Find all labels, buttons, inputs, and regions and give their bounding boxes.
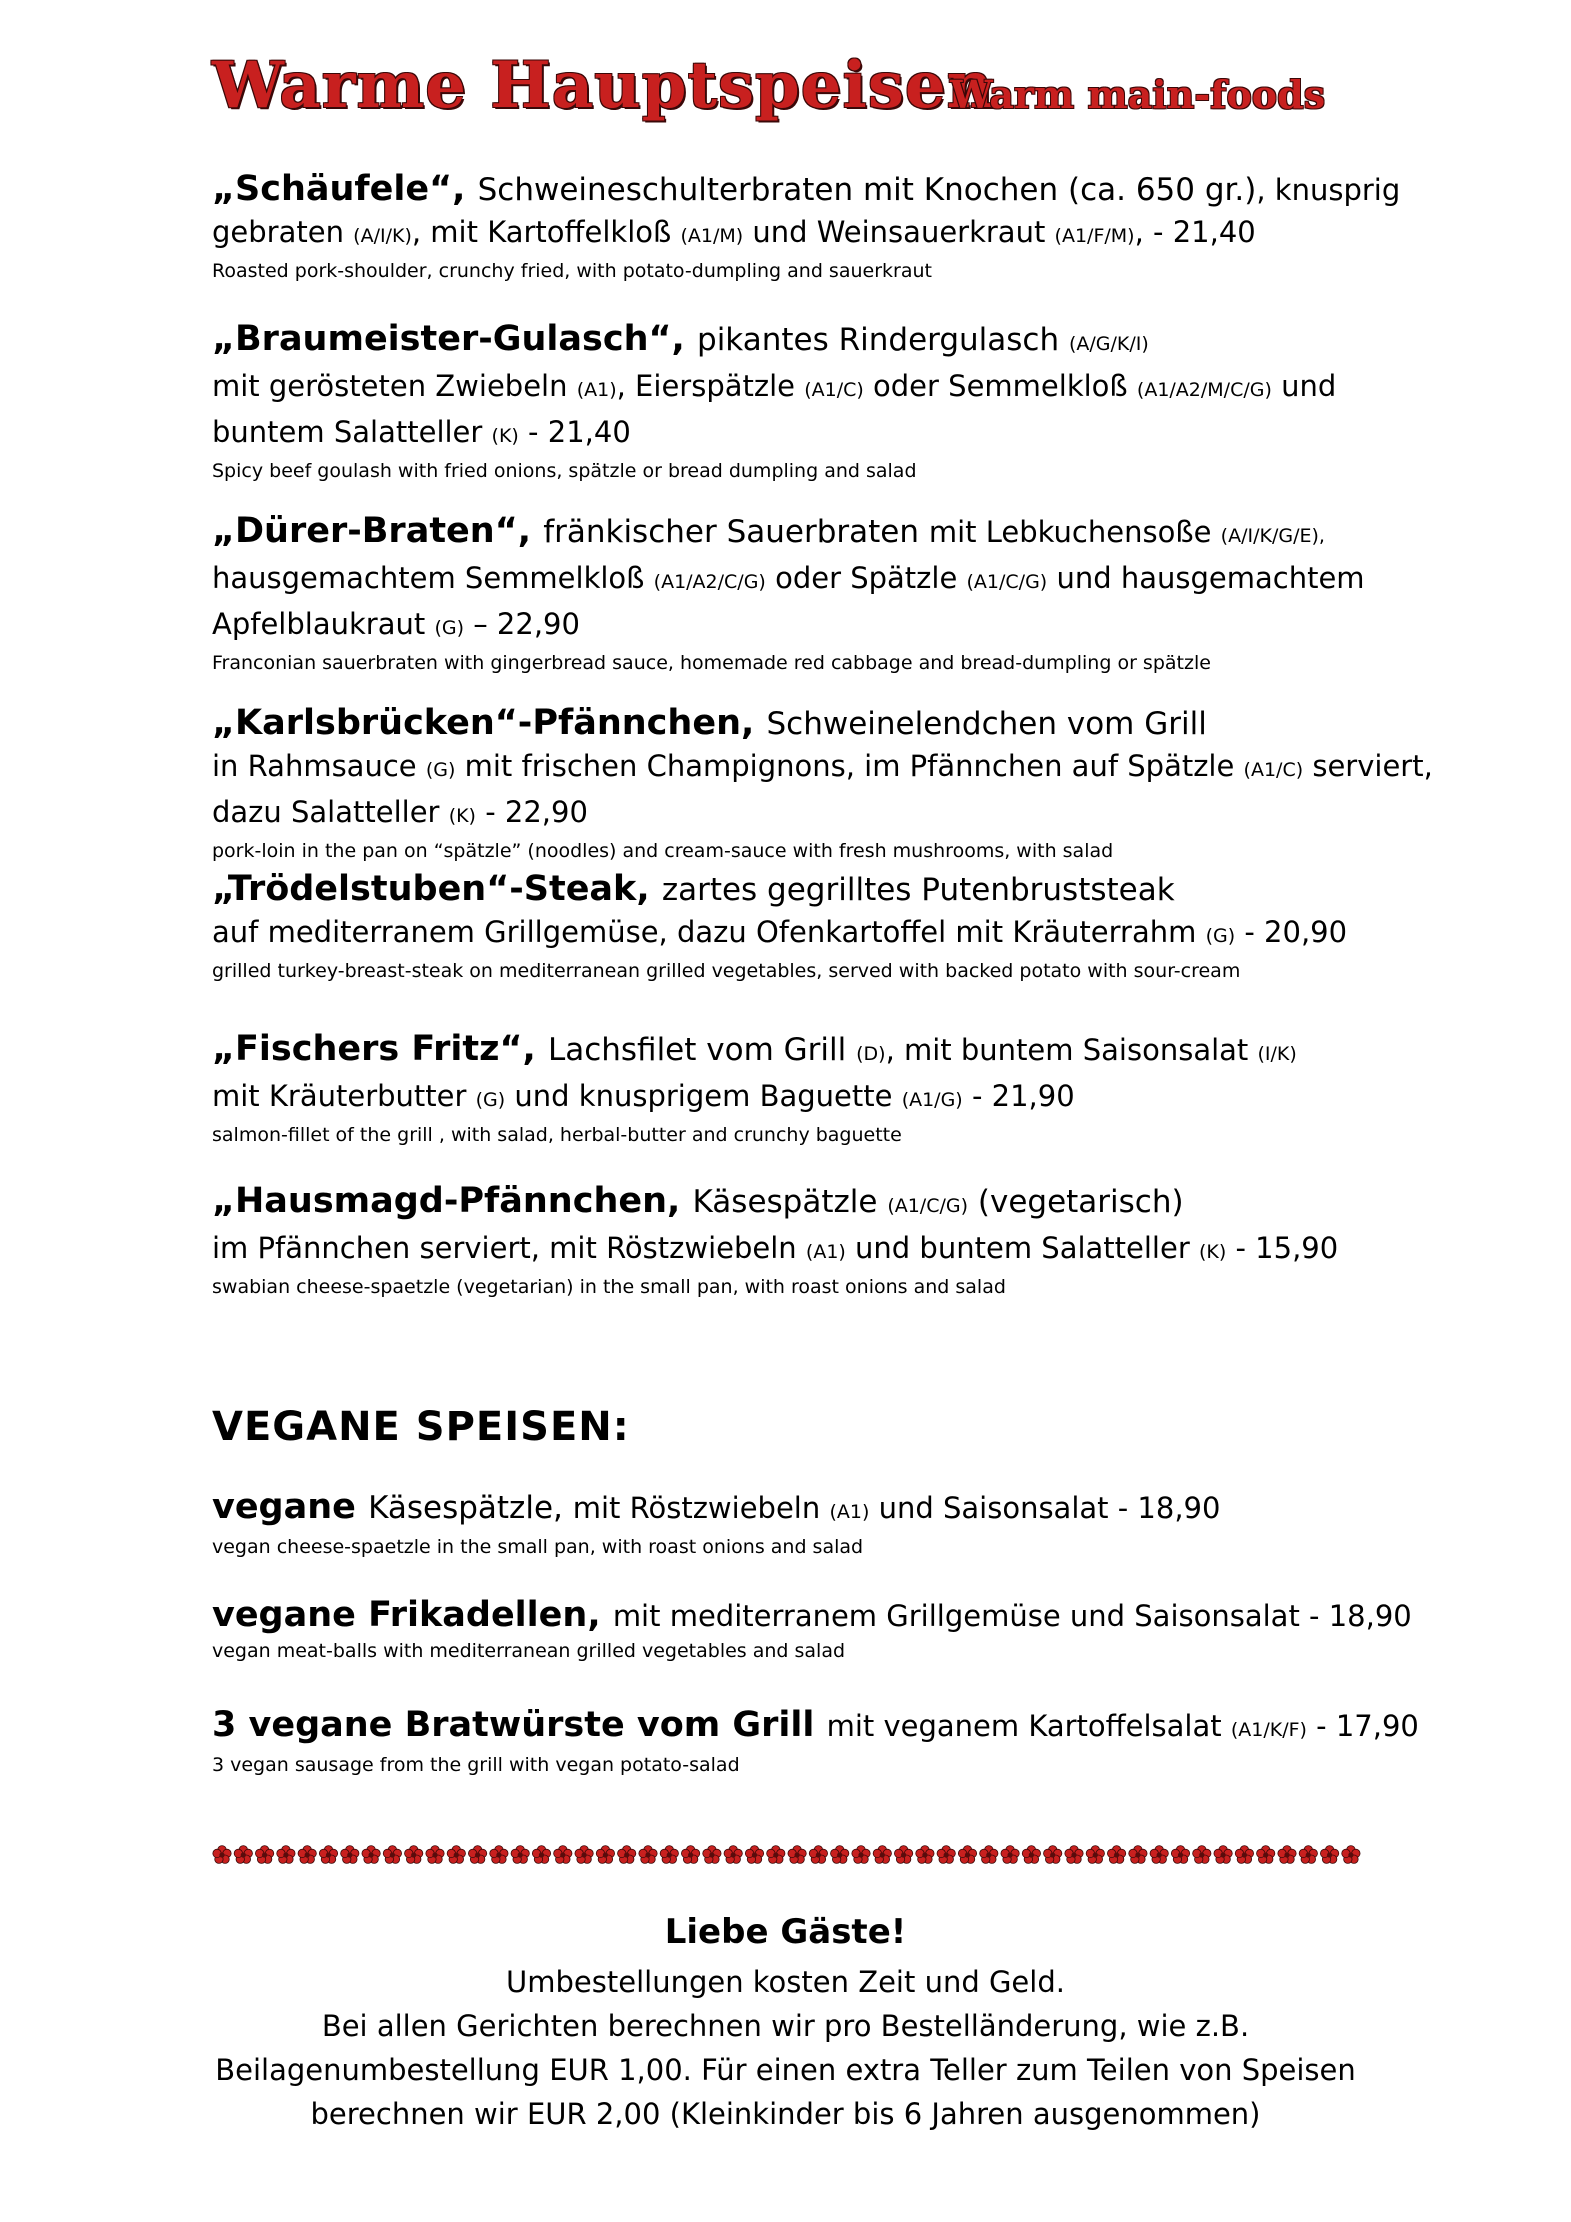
red-flower-ornament-icon [1129, 1846, 1147, 1864]
dish-description: , Eierspätzle [616, 369, 805, 403]
red-flower-ornament-icon [873, 1846, 891, 1864]
red-flower-ornament-icon [1320, 1846, 1338, 1864]
allergen-code: (A/I/K/G/E), [1220, 525, 1325, 547]
red-flower-ornament-icon [362, 1846, 380, 1864]
menu-item-line [212, 510, 1412, 557]
dish-description: Apfelblaukraut [212, 607, 435, 641]
allergen-code: (A1/K/F) [1230, 1719, 1307, 1741]
menu-item [212, 1704, 1419, 1779]
allergen-code: (A1/C/G) [966, 571, 1048, 593]
menu-item-line [212, 168, 1412, 211]
red-flower-ornament-icon [1278, 1846, 1296, 1864]
menu-item [212, 510, 1412, 677]
allergen-code: (I/K) [1257, 1043, 1297, 1065]
dish-description: und Saisonsalat - 18,90 [869, 1491, 1221, 1525]
allergen-code: (G) [1205, 925, 1236, 947]
dish-description: Käsespätzle, [368, 1490, 573, 1526]
dish-description: in Rahmsauce [212, 749, 426, 783]
allergen-code: (A/I/K) [353, 225, 412, 247]
dish-description: im Pfännchen serviert, mit Röstzwiebeln [212, 1231, 806, 1265]
menu-item-line [212, 1028, 1412, 1075]
menu-item-line [212, 911, 1412, 957]
red-flower-ornament-icon [958, 1846, 976, 1864]
menu-header [0, 48, 1571, 138]
allergen-code: (G) [425, 759, 456, 781]
red-flower-ornament-icon [1150, 1846, 1168, 1864]
red-flower-ornament-icon [554, 1846, 572, 1864]
allergen-code: (A1/G) [901, 1089, 963, 1111]
menu-item-line [212, 1075, 1412, 1121]
vegan-section-title: VEGANE SPEISEN: [212, 1404, 630, 1450]
english-translation: Roasted pork-shoulder, crunchy fried, with potato-dumpling and sauerkraut [212, 260, 932, 282]
allergen-code: (K) [491, 425, 519, 447]
allergen-code: (A1/C) [804, 379, 864, 401]
red-flower-ornament-icon [426, 1846, 444, 1864]
allergen-code: (A1) [829, 1501, 870, 1523]
dish-description: - 17,90 [1306, 1709, 1419, 1743]
red-flower-ornament-icon [255, 1846, 273, 1864]
menu-item-line [212, 1180, 1412, 1227]
english-translation: salmon-fillet of the grill , with salad, herbal-butter and crunchy baguette [212, 1124, 902, 1146]
red-flower-ornament-icon [724, 1846, 742, 1864]
page-subtitle: Warm main-foods [950, 72, 1326, 117]
dish-description: , - 21,40 [1134, 215, 1256, 249]
dish-description: mit veganem Kartoffelsalat [826, 1709, 1231, 1743]
note-line: Bei allen Gerichten berechnen wir pro Bestelländerung, wie z.B. [321, 2009, 1250, 2043]
red-flower-ornament-icon [937, 1846, 955, 1864]
allergen-code: (K) [1198, 1241, 1227, 1263]
note-line: Umbestellungen kosten Zeit und Geld. [506, 1965, 1065, 1999]
dish-description: mit Kräuterbutter [212, 1079, 476, 1113]
note-body [0, 1960, 1571, 2136]
red-flower-ornament-icon [1107, 1846, 1125, 1864]
dish-description: mit frischen Champignons, im Pfännchen auf Spätzle [455, 749, 1244, 783]
menu-item-line [212, 211, 1412, 257]
dish-description: fränkischer Sauerbraten [543, 514, 929, 550]
dish-description: - 15,90 [1226, 1231, 1339, 1265]
dish-description: mit Röstzwiebeln [572, 1491, 830, 1525]
dish-description: - 21,90 [962, 1079, 1075, 1113]
dish-name: „Trödelstuben“-Steak, [212, 869, 662, 909]
red-flower-ornament-icon [1257, 1846, 1275, 1864]
menu-item [212, 1594, 1412, 1665]
allergen-code: (A1/A2/C/G) [653, 571, 766, 593]
red-flower-ornament-icon [980, 1846, 998, 1864]
red-flower-ornament-icon [1299, 1846, 1317, 1864]
red-flower-ornament-icon [788, 1846, 806, 1864]
dish-description: oder Semmelkloß [863, 369, 1137, 403]
menu-item-line [212, 603, 1412, 649]
allergen-code: (G) [434, 617, 464, 639]
dish-description: Schweinelendchen vom Grill [766, 706, 1207, 742]
dish-name: „Fischers Fritz“, [212, 1029, 548, 1069]
dish-description: , knusprig [1256, 173, 1401, 207]
dish-description: Lachsfilet vom Grill [547, 1032, 857, 1068]
english-translation: swabian cheese-spaetzle (vegetarian) in the small pan, with roast onions and salad [212, 1276, 1006, 1298]
dish-description: , mit buntem Saisonsalat [885, 1033, 1258, 1067]
red-flower-ornament-icon [298, 1846, 316, 1864]
red-flower-ornament-icon [1001, 1846, 1019, 1864]
dish-description: , mit Kartoffelkloß [411, 215, 681, 249]
english-translation: vegan meat-balls with mediterranean grilled vegetables and salad [212, 1640, 846, 1662]
menu-item-line [212, 411, 1412, 457]
red-flower-ornament-icon [1235, 1846, 1253, 1864]
dish-description: und hausgemachtem [1047, 561, 1365, 595]
dish-description: und Weinsauerkraut [743, 215, 1055, 249]
dish-description: und buntem Salatteller [845, 1231, 1199, 1265]
dish-description: mit gerösteten Zwiebeln [212, 369, 577, 403]
red-flower-ornament-icon [639, 1846, 657, 1864]
red-flower-ornament-icon [916, 1846, 934, 1864]
dish-description: und [1271, 369, 1337, 403]
allergen-code: (A1/C/G) [887, 1195, 969, 1217]
red-flower-ornament-icon [575, 1846, 593, 1864]
red-flower-ornament-icon [831, 1846, 849, 1864]
dish-description: (vegetarisch) [968, 1184, 1184, 1220]
dish-name: „Dürer-Braten“, [212, 511, 544, 551]
allergen-code: (G) [475, 1089, 506, 1111]
dish-description: dazu Salatteller [212, 795, 449, 829]
red-flower-ornament-icon [767, 1846, 785, 1864]
allergen-code: (A1) [576, 379, 617, 401]
red-flower-ornament-icon [341, 1846, 359, 1864]
dish-description: - 22,90 [475, 795, 588, 829]
red-flower-ornament-icon [681, 1846, 699, 1864]
allergen-code: (A1/A2/M/C/G) [1136, 379, 1272, 401]
red-flower-ornament-icon [511, 1846, 529, 1864]
dish-description: hausgemachtem Semmelkloß [212, 561, 654, 595]
red-flower-ornament-icon [447, 1846, 465, 1864]
dish-description: – 22,90 [464, 607, 580, 641]
english-translation: grilled turkey-breast-steak on mediterranean grilled vegetables, served with backed potato with sour-cream [212, 960, 1241, 982]
english-translation: pork-loin in the pan on “spätzle” (noodles) and cream-sauce with fresh mushrooms, with salad [212, 840, 1114, 862]
dish-description: auf mediterranem Grillgemüse, dazu Ofenkartoffel mit Kräuterrahm [212, 915, 1206, 949]
menu-item-line [212, 791, 1412, 837]
red-flower-ornament-icon [703, 1846, 721, 1864]
dish-description: - 20,90 [1235, 915, 1348, 949]
red-flower-ornament-icon [745, 1846, 763, 1864]
dish-description: pikantes Rindergulasch [697, 322, 1069, 358]
dish-description: mit Lebkuchensoße [928, 515, 1221, 549]
red-flower-ornament-icon [1342, 1846, 1360, 1864]
menu-item-line [212, 702, 1412, 745]
dish-name: „Schäufele“, [212, 169, 478, 209]
red-flower-ornament-icon [468, 1846, 486, 1864]
menu-item [212, 168, 1412, 285]
menu-item [212, 702, 1433, 865]
dish-name: 3 vegane Bratwürste vom Grill [212, 1705, 827, 1745]
menu-item-line [212, 745, 1433, 791]
dish-name: „Hausmagd-Pfännchen, [212, 1181, 693, 1221]
menu-item-line [212, 1594, 1412, 1637]
menu-item-line [212, 1486, 1412, 1533]
dish-description: serviert, [1303, 749, 1433, 783]
menu-item [212, 868, 1412, 985]
menu-item [212, 1028, 1412, 1149]
menu-item-line [212, 1227, 1412, 1273]
red-flower-ornament-icon [809, 1846, 827, 1864]
allergen-code: (A1/C) [1243, 759, 1304, 781]
red-flower-ornament-icon [277, 1846, 295, 1864]
english-translation: 3 vegan sausage from the grill with vegan potato-salad [212, 1754, 740, 1776]
red-flower-ornament-icon [490, 1846, 508, 1864]
red-flower-ornament-icon [319, 1846, 337, 1864]
allergen-code: (A1) [805, 1241, 846, 1263]
red-flower-ornament-icon [1171, 1846, 1189, 1864]
allergen-code: (A/G/K/I) [1068, 333, 1149, 355]
red-flower-ornament-icon [383, 1846, 401, 1864]
red-flower-ornament-icon [405, 1846, 423, 1864]
dish-description: Käsespätzle [692, 1184, 888, 1220]
menu-item [212, 1486, 1412, 1561]
red-flower-ornament-icon [894, 1846, 912, 1864]
dish-description: - 21,40 [518, 415, 631, 449]
menu-item-line [212, 365, 1412, 411]
menu-item-line [212, 318, 1412, 365]
dish-description: buntem Salatteller [212, 415, 492, 449]
note-line: berechnen wir EUR 2,00 (Kleinkinder bis 6 Jahren ausgenommen) [310, 2097, 1261, 2131]
dish-description: oder Spätzle [765, 561, 967, 595]
red-flower-ornament-icon [1065, 1846, 1083, 1864]
menu-item-line [212, 557, 1412, 603]
red-flower-ornament-icon [596, 1846, 614, 1864]
english-translation: Franconian sauerbraten with gingerbread sauce, homemade red cabbage and bread-dumpling or spätzle [212, 652, 1211, 674]
dish-name: vegane Frikadellen, [212, 1595, 613, 1635]
dish-description: Schweineschulterbraten mit Knochen (ca. 650 gr.) [477, 172, 1257, 208]
note-title: Liebe Gäste! [664, 1912, 907, 1952]
red-flower-ornament-icon [213, 1846, 231, 1864]
english-translation: vegan cheese-spaetzle in the small pan, with roast onions and salad [212, 1536, 864, 1558]
red-flower-ornament-icon [852, 1846, 870, 1864]
note-line: Beilagenumbestellung EUR 1,00. Für einen extra Teller zum Teilen von Speisen [215, 2053, 1356, 2087]
dish-description: mit mediterranem Grillgemüse und Saisonsalat - 18,90 [612, 1599, 1412, 1633]
menu-item [212, 318, 1412, 485]
allergen-code: (K) [448, 805, 476, 827]
red-flower-ornament-icon [1193, 1846, 1211, 1864]
menu-item [212, 1180, 1412, 1301]
page-title: Warme Hauptspeisen [212, 48, 995, 123]
red-flower-ornament-icon [618, 1846, 636, 1864]
dish-name: „Karlsbrücken“-Pfännchen, [212, 703, 767, 743]
dish-name: vegane [212, 1487, 369, 1527]
red-flower-ornament-icon [1214, 1846, 1232, 1864]
red-flower-ornament-icon [1086, 1846, 1104, 1864]
red-flower-ornament-icon [1044, 1846, 1062, 1864]
allergen-code: (D) [856, 1043, 886, 1065]
dish-name: „Braumeister-Gulasch“, [212, 319, 698, 359]
red-flower-ornament-icon [660, 1846, 678, 1864]
red-flower-ornament-icon [1022, 1846, 1040, 1864]
english-translation: Spicy beef goulash with fried onions, spätzle or bread dumpling and salad [212, 460, 917, 482]
allergen-code: (A1/M) [680, 225, 744, 247]
dish-description: gebraten [212, 215, 354, 249]
menu-item-line [212, 868, 1412, 911]
menu-item-line [212, 1704, 1419, 1751]
red-flower-ornament-icon [532, 1846, 550, 1864]
red-flower-ornament-icon [234, 1846, 252, 1864]
red-flower-ornament-divider [212, 1842, 1362, 1868]
dish-description: zartes gegrilltes Putenbruststeak [661, 872, 1175, 908]
allergen-code: (A1/F/M) [1054, 225, 1135, 247]
dish-description: und knusprigem Baguette [505, 1079, 902, 1113]
